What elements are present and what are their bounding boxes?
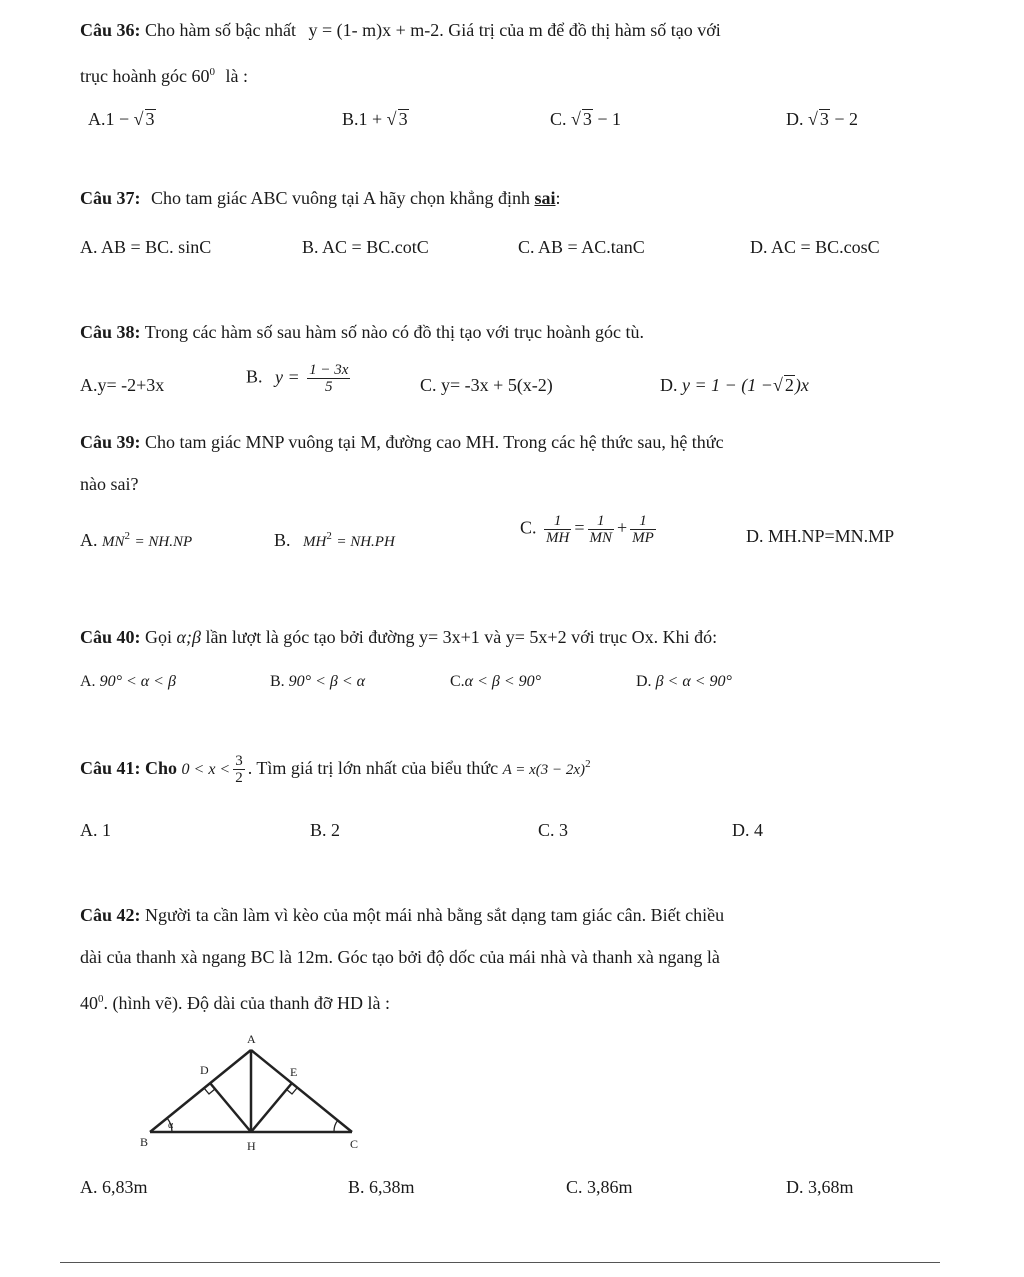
q37-option-c[interactable] [518,235,645,259]
q41-option-b-label: B. [310,820,327,840]
q36-option-c[interactable] [550,107,621,131]
q42-option-a[interactable] [80,1175,148,1199]
q40-option-d[interactable] [636,670,732,694]
q36-line1 [80,18,721,42]
q38-option-b-num: 1 − 3x [309,362,349,378]
q39-option-c-eq: = [574,517,585,538]
q39-option-a-label: A. [80,530,98,550]
q42-option-d[interactable] [786,1175,854,1199]
q39-option-c-d2: MN [589,530,612,546]
q40-and: và [484,627,502,647]
q37-option-d[interactable] [750,235,880,259]
q38-option-c-label: C. [420,375,437,395]
q36-text1: Cho hàm số bậc nhất [145,20,296,40]
q37-option-a-label: A. [80,237,98,257]
q36-option-b-pre: 1 + [358,109,383,129]
q36-angle-sup: 0 [209,66,215,78]
q39-option-b-label: B. [274,530,291,550]
q39-title: Câu 39: [80,432,141,452]
q39-option-c-label: C. [520,517,537,538]
q36-option-d-label: D. [786,109,804,129]
q36-option-d[interactable] [786,107,858,131]
q39-option-b-sup: 2 [326,530,332,542]
q41-option-d-text: 4 [754,820,763,840]
q36-option-b-label: B. [342,109,359,129]
bottom-divider [60,1262,940,1263]
q37-option-c-label: C. [518,237,535,257]
q41-option-b[interactable] [310,818,340,842]
q39-option-c[interactable] [520,513,659,546]
q40-text1: Gọi [145,627,173,647]
q37-option-c-text: AB = AC.tanC [538,237,645,257]
q40-option-c[interactable] [450,670,541,694]
q41-expr: A = x(3 − 2x) [502,762,586,778]
q39-option-c-n2: 1 [588,513,615,530]
q37-option-b-label: B. [302,237,319,257]
q39-option-c-n1: 1 [544,513,571,530]
q39-option-b-post: = NH.PH [336,534,395,550]
sqrt-icon: √ [133,109,144,129]
q42-option-a-label: A. [80,1177,98,1197]
q42-option-d-label: D. [786,1177,804,1197]
q42-option-c[interactable] [566,1175,633,1199]
q40-f2: y= 5x+2 [505,627,567,647]
q39-option-c-frac2 [588,513,615,546]
q39-option-c-n3: 1 [630,513,656,530]
q36-option-c-label: C. [550,109,567,129]
q41-title: Câu 41: Cho [80,758,178,778]
q41-condition: 0 < x < [181,761,231,778]
q42-option-b[interactable] [348,1175,415,1199]
q37-option-a[interactable] [80,235,211,259]
q38-option-b-pre: y = [275,366,300,387]
q41-option-a[interactable] [80,818,111,842]
sqrt-icon: √ [386,109,397,129]
q39-text2: nào sai? [80,474,139,494]
q39-option-d-text: MH.NP=MN.MP [768,526,895,546]
q38-option-d-post: )x [794,375,809,395]
q41-text: . Tìm giá trị lớn nhất của biểu thức [247,758,499,778]
q39-option-c-frac3 [630,513,656,546]
q36-option-a-radicand: 3 [145,109,155,129]
q37-option-a-text: AB = BC. sinC [101,237,212,257]
q40-option-a-label: A. [80,673,96,690]
q36-title: Câu 36: [80,20,141,40]
q37-line1 [80,186,561,210]
rafter-ac [251,1050,352,1132]
q42-option-c-text: 3,86m [587,1177,633,1197]
q37-option-b-text: AC = BC.cotC [322,237,429,257]
q37-option-b[interactable] [302,235,429,259]
q36-option-d-post: − 2 [834,109,859,129]
q40-option-c-text: α < β < 90° [464,673,542,690]
q41-expr-sup: 2 [585,758,591,770]
q42-angle-sup: 0 [98,993,104,1005]
q38-line1 [80,320,644,344]
q40-option-d-label: D. [636,673,652,690]
q40-text3: với trục Ox. Khi đó: [571,627,718,647]
q38-option-b-fraction [307,362,350,395]
q38-option-c[interactable] [420,373,553,397]
q36-option-b-radicand: 3 [398,109,408,129]
q42-option-b-text: 6,38m [369,1177,415,1197]
q41-num: 3 [235,753,243,770]
q37-title: Câu 37: [80,188,141,208]
q38-option-b-label: B. [246,366,263,387]
q38-option-a-text: y= -2+3x [97,375,165,395]
q42-text1: Người ta cần làm vì kèo của một mái nhà bằng sắt dạng tam giác cân. Biết chiều [145,905,725,925]
q39-option-a-pre: MN [102,534,125,550]
q40-line1 [80,625,717,649]
q39-option-c-frac1 [544,513,571,546]
q39-option-c-d3: MP [632,530,654,546]
q41-fraction [233,753,245,786]
sqrt-icon: √ [571,109,581,129]
q38-text: Trong các hàm số sau hàm số nào có đồ thị tạo với trục hoành góc tù. [144,322,644,342]
q36-formula: y = (1- m)x + m-2 [308,20,440,40]
q36-option-c-post: − 1 [597,109,622,129]
q39-option-a[interactable] [80,524,192,554]
q42-text3: . (hình vẽ). Độ dài của thanh đỡ HD là : [103,993,390,1013]
q38-option-a[interactable] [80,373,164,397]
q38-title: Câu 38: [80,322,141,342]
q40-option-b[interactable] [270,670,365,694]
q36-option-b[interactable] [342,107,409,131]
q39-option-a-sup: 2 [124,530,130,542]
q40-title: Câu 40: [80,627,141,647]
q41-option-b-text: 2 [331,820,341,840]
q41-option-c[interactable] [538,818,568,842]
q42-angle: 40 [80,993,98,1013]
q40-greek: α;β [176,627,201,647]
q37-text: Cho tam giác ABC vuông tại A hãy chọn khẳng định [151,188,530,208]
q41-option-a-text: 1 [102,820,111,840]
strut-hd [210,1083,251,1132]
q41-den: 2 [235,770,243,787]
q39-option-b[interactable] [274,524,395,554]
sqrt-icon: √ [808,109,818,129]
q38-option-b-den: 5 [325,379,333,395]
q42-line2 [80,945,720,969]
q42-option-d-text: 3,68m [808,1177,854,1197]
label-b: B [140,1135,149,1149]
q42-text2: dài của thanh xà ngang BC là 12m. Góc tạo bởi độ dốc của mái nhà và thanh xà ngang là [80,947,720,967]
q38-option-a-label: A. [80,375,98,395]
q42-option-b-label: B. [348,1177,365,1197]
q36-line2 [80,60,248,88]
q41-option-d[interactable] [732,818,763,842]
q36-text2: . Giá trị của m để đồ thị hàm số tạo với [439,20,721,40]
q38-option-d[interactable] [660,373,809,397]
q38-option-d-label: D. [660,375,678,395]
q38-option-b[interactable] [246,362,353,395]
q40-option-b-text: 90° < β < α [288,673,366,690]
label-d: D [200,1063,209,1077]
q36-text4: là : [225,66,248,86]
q38-option-d-radicand: 2 [784,375,794,395]
q39-option-d-label: D. [746,526,764,546]
strut-he [251,1083,292,1132]
q41-option-d-label: D. [732,820,750,840]
q37-option-d-label: D. [750,237,768,257]
q38-option-d-pre: y = 1 − (1 − [682,375,773,395]
label-c: C [350,1137,359,1151]
q40-option-b-label: B. [270,673,285,690]
q39-text1: Cho tam giác MNP vuông tại M, đường cao MH. Trong các hệ thức sau, hệ thức [145,432,724,452]
q36-option-a-pre: 1 − [105,109,130,129]
sqrt-icon: √ [772,375,783,395]
q39-option-d[interactable] [746,524,894,548]
q41-option-a-label: A. [80,820,98,840]
q41-option-c-text: 3 [559,820,569,840]
q42-option-a-text: 6,83m [102,1177,148,1197]
q39-line2 [80,472,138,496]
q40-option-a-text: 90° < α < β [99,673,176,690]
roof-truss-figure [120,1030,380,1160]
q42-title: Câu 42: [80,905,141,925]
q40-option-c-label: C. [450,673,465,690]
angle-arc-c-icon [334,1120,338,1132]
q36-option-d-radicand: 3 [819,109,829,129]
q37-sai: sai [534,188,556,208]
q36-text3: trục hoành góc [80,66,187,86]
q40-f1: y= 3x+1 [418,627,480,647]
q39-line1 [80,430,724,454]
q42-line3 [80,987,390,1015]
label-a: A [247,1032,256,1046]
q38-option-c-text: y= -3x + 5(x-2) [441,375,553,395]
q41-option-c-label: C. [538,820,555,840]
label-h: H [247,1139,256,1153]
q39-option-b-pre: MH [303,534,327,550]
q41-line1 [80,752,591,786]
q39-option-c-d1: MH [546,530,570,546]
q37-option-d-text: AC = BC.cosC [771,237,880,257]
q40-option-a[interactable] [80,670,176,694]
q42-option-c-label: C. [566,1177,583,1197]
q39-option-c-plus: + [617,517,628,538]
label-alpha: α [168,1120,174,1131]
label-e: E [290,1065,298,1079]
q36-option-c-radicand: 3 [582,109,592,129]
q40-option-d-text: β < α < 90° [655,673,732,690]
q39-option-a-post: = NH.NP [134,534,193,550]
q37-colon: : [555,188,561,208]
q36-option-a[interactable] [88,107,156,131]
q40-text2: lần lượt là góc tạo bởi đường [205,627,415,647]
q36-option-a-label: A. [88,109,106,129]
q36-angle: 60 [191,66,210,86]
q42-line1 [80,903,724,927]
